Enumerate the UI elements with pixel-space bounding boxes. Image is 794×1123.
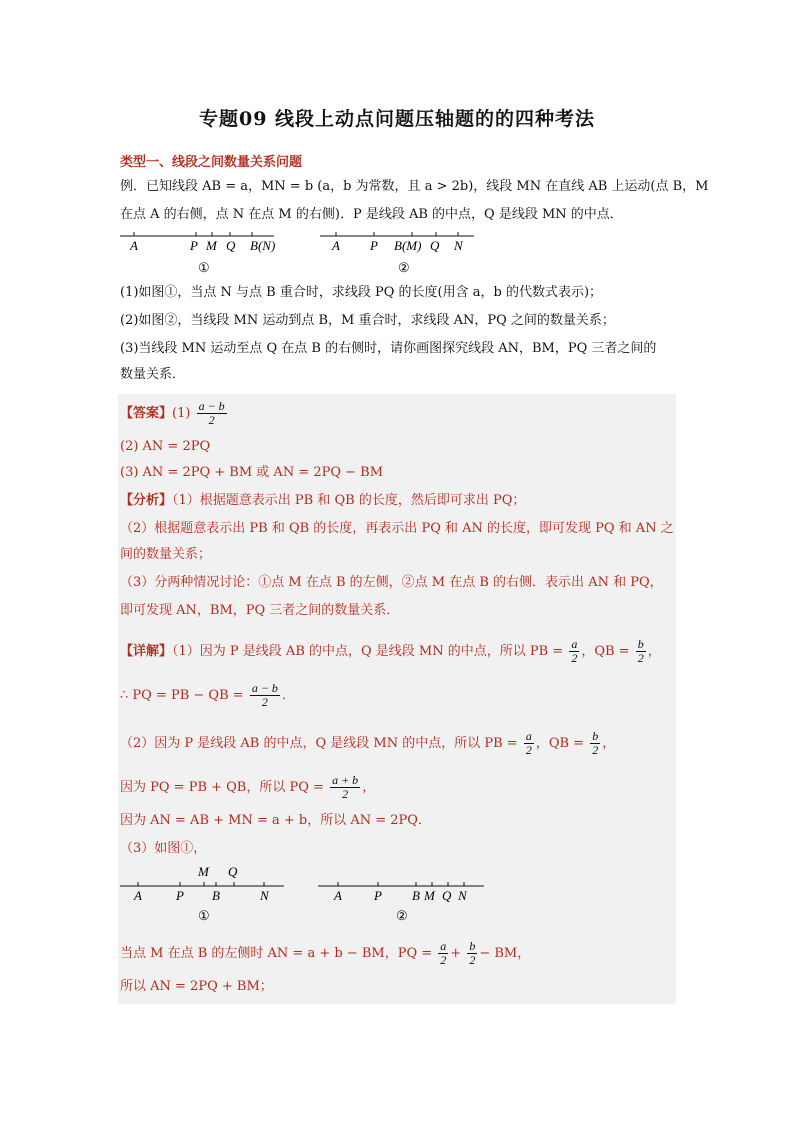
question-3b: 数量关系． [120,367,186,382]
figure-bottom [118,862,498,924]
detail-2 [120,682,680,709]
detail-7-frac-b-den: 2 [469,953,476,967]
detail-1-end: ， [647,644,661,659]
detail-7-frac-a-den: 2 [440,953,447,967]
fig1-label-p: P [190,238,198,253]
bfig1-label-a: A [134,888,142,903]
fig2-label-n: N [454,238,463,253]
problem-line-1: 例．已知线段 AB = a，MN = b (a，b 为常数，且 a > 2b)，线段 MN 在直线 AB 上运动(点 B，M [120,179,709,194]
answer-1-fraction [197,400,227,427]
figure-top [118,228,498,278]
detail-1-frac-b [636,638,646,665]
question-2: (2)如图②，当线段 MN 运动到点 B，M 重合时，求线段 AN，PQ 之间的数量关系； [120,313,615,328]
bfig1-label-n: N [260,888,269,903]
answer-1-den: 2 [208,413,215,427]
bfig1-label-p: P [176,888,184,903]
detail-7-end: − BM， [479,946,531,961]
fig1-label-bn: B(N) [250,238,276,253]
detail-2-frac-num: a − b [251,681,278,695]
detail-3-frac-b-den: 2 [592,743,599,757]
detail-8: 所以 AN = 2PQ + BM； [120,979,273,994]
detail-2-frac [250,682,280,709]
detail-6: （3）如图①， [120,841,207,856]
detail-1-mid: ，QB = [581,644,630,659]
answer-1-num: a − b [198,399,225,413]
detail-7 [120,940,680,967]
detail-1-frac-b-num: b [637,637,644,651]
analysis-1 [120,492,680,510]
detail-7-frac-a [438,940,448,967]
detail-3-end: ， [602,736,616,751]
detail-2-frac-den: 2 [261,695,268,709]
detail-3-frac-a [524,730,534,757]
answer-1-prefix: (1) [172,406,191,421]
detail-1-frac-a-den: 2 [571,651,578,665]
detail-7-frac-a-num: a [440,939,447,953]
bfig2-label-n: N [458,888,467,903]
detail-1-text: （1）因为 P 是线段 AB 的中点，Q 是线段 MN 的中点，所以 PB = [172,644,564,659]
detail-3-frac-b [590,730,600,757]
analysis-4: （3）分两种情况讨论：①点 M 在点 B 的左侧，②点 M 在点 B 的右侧．表示出 AN 和 PQ， [120,575,663,590]
detail-1-frac-a-num: a [571,637,578,651]
page-title: 专题09 线段上动点问题压轴题的的四种考法 [198,108,596,130]
analysis-3: 间的数量关系； [120,547,212,562]
section-title: 类型一、线段之间数量关系问题 [120,155,303,170]
analysis-label: 【分析】 [120,493,173,508]
detail-4-end: ， [362,780,376,795]
question-1: (1)如图①，当点 N 与点 B 重合时，求线段 PQ 的长度(用含 a，b 的代数式表示)； [120,285,603,300]
bfig1-top-m: M [198,864,209,879]
fig2-caption: ② [398,260,410,275]
bfig2-label-q: Q [442,888,452,903]
detail-4-text: 因为 PQ = PB + QB，所以 PQ = [120,780,324,795]
detail-1-frac-b-den: 2 [637,651,644,665]
fig1-label-a: A [130,238,138,253]
detail-3-frac-b-num: b [592,729,599,743]
bfig1-top-q: Q [228,864,238,879]
question-3a: (3)当线段 MN 运动至点 Q 在点 B 的右侧时，请你画图探究线段 AN，BM，PQ 三者之间的 [120,341,657,356]
detail-2-end: ． [281,688,295,703]
problem-line-2: 在点 A 的右侧，点 N 在点 M 的右侧)．P 是线段 AB 的中点，Q 是线段 MN 的中点． [120,207,623,222]
bfig2-caption: ② [396,908,408,923]
detail-2-text: ∴ PQ = PB − QB = [120,688,244,703]
detail-1 [120,638,680,665]
analysis-5: 即可发现 AN，BM，PQ 三者之间的数量关系． [120,603,400,618]
detail-label: 【详解】 [120,644,173,659]
detail-1-frac-a [569,638,579,665]
detail-3-frac-a-num: a [525,729,532,743]
bfig1-caption: ① [198,908,210,923]
bfig2-label-m: M [424,888,435,903]
bfig1-label-b: B [212,888,220,903]
answer-3: (3) AN = 2PQ + BM 或 AN = 2PQ − BM [120,465,384,480]
bfig2-label-a: A [334,888,342,903]
bfig2-label-p: P [374,888,382,903]
answer-label: 【答案】 [120,406,173,421]
detail-4-frac [330,774,360,801]
answer-1 [120,400,680,427]
fig1-caption: ① [198,260,210,275]
detail-7-frac-b-num: b [469,939,476,953]
detail-4 [120,774,680,801]
detail-3-text: （2）因为 P 是线段 AB 的中点，Q 是线段 MN 的中点，所以 PB = [120,736,518,751]
fig1-label-q: Q [226,238,236,253]
fig2-label-p: P [370,238,378,253]
detail-7-text: 当点 M 在点 B 的左侧时 AN = a + b − BM，PQ = [120,946,433,961]
detail-3-mid: ，QB = [535,736,585,751]
detail-7-frac-b [467,940,477,967]
detail-3-frac-a-den: 2 [525,743,532,757]
analysis-2: （2）根据题意表示出 PB 和 QB 的长度，再表示出 PQ 和 AN 的长度，即可发现 PQ 和 AN 之 [120,521,674,536]
fig2-label-bm: B(M) [394,238,422,253]
fig1-label-m: M [206,238,217,253]
detail-4-frac-num: a + b [332,773,359,787]
detail-7-plus: + [450,946,462,961]
fig2-label-a: A [332,238,340,253]
detail-5: 因为 AN = AB + MN = a + b，所以 AN = 2PQ． [120,813,431,828]
detail-3 [120,730,680,757]
analysis-1-text: （1）根据题意表示出 PB 和 QB 的长度，然后即可求出 PQ； [172,493,526,508]
fig2-label-q: Q [430,238,440,253]
detail-4-frac-den: 2 [342,787,349,801]
answer-2: (2) AN = 2PQ [120,439,211,454]
bfig2-label-b: B [412,888,420,903]
